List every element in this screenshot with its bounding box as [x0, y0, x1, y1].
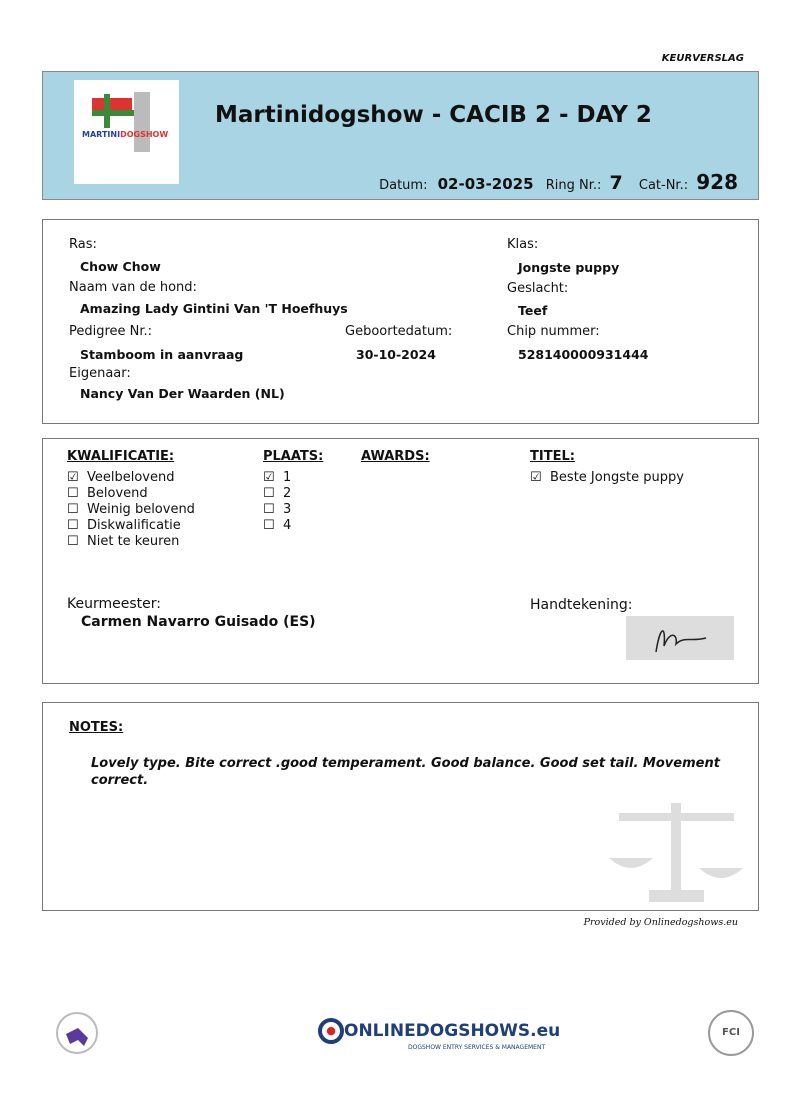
- datum-label: Datum:: [379, 178, 428, 193]
- chip-value: 528140000931444: [518, 347, 649, 362]
- plaats-label: 4: [283, 518, 292, 533]
- geslacht-label: Geslacht:: [507, 281, 569, 296]
- kwalificatie-label: Belovend: [87, 486, 148, 501]
- checkbox-icon[interactable]: ☐: [263, 502, 275, 517]
- kwalificatie-option[interactable]: [67, 470, 175, 485]
- onlinedogshows-logo: ● ONLINEDOGSHOWS.eu DOGSHOW ENTRY SERVICES & MANAGEMENT: [318, 1018, 560, 1051]
- kwalificatie-option[interactable]: [67, 534, 179, 549]
- chip-label: Chip nummer:: [507, 324, 600, 339]
- fci-logo: FCI: [708, 1010, 754, 1056]
- checkbox-icon[interactable]: ☐: [67, 486, 79, 501]
- plaats-option[interactable]: [263, 486, 291, 501]
- checked-checkbox-icon[interactable]: ☑: [263, 470, 275, 485]
- keurmeester-value: Carmen Navarro Guisado (ES): [81, 614, 316, 630]
- plaats-header: PLAATS:: [263, 449, 324, 464]
- cat-label: Cat-Nr.:: [638, 178, 689, 193]
- show-logo: [74, 80, 179, 184]
- provided-by: Provided by Onlinedogshows.eu: [583, 917, 738, 928]
- header-panel: [42, 71, 759, 200]
- meta-line: [379, 170, 738, 194]
- ras-value: Chow Chow: [80, 259, 161, 274]
- ring-label: Ring Nr.:: [545, 178, 602, 193]
- checkbox-icon[interactable]: ☐: [263, 486, 275, 501]
- doc-type: KEURVERSLAG: [661, 53, 744, 64]
- geboorte-label: Geboortedatum:: [345, 324, 453, 339]
- cat-value: 928: [696, 170, 738, 194]
- pedigree-value: Stamboom in aanvraag: [80, 347, 244, 362]
- kwalificatie-option[interactable]: [67, 486, 148, 501]
- datum-value: 02-03-2025: [437, 175, 534, 193]
- kwalificatie-label: Diskwalificatie: [87, 518, 181, 533]
- scales-icon: [609, 798, 744, 912]
- kwalificatie-option[interactable]: [67, 518, 181, 533]
- kwalificatie-option[interactable]: [67, 502, 195, 517]
- eigenaar-label: Eigenaar:: [69, 366, 131, 381]
- kwalificatie-header: KWALIFICATIE:: [67, 449, 175, 464]
- checked-checkbox-icon[interactable]: ☑: [67, 470, 79, 485]
- notes-header: NOTES:: [69, 720, 124, 735]
- signature-image: [626, 616, 734, 660]
- notes-text: Lovely type. Bite correct .good temperament. Good balance. Good set tail. Movement correct.: [91, 756, 720, 788]
- geboorte-value: 30-10-2024: [356, 347, 436, 362]
- plaats-option[interactable]: [263, 518, 291, 533]
- plaats-label: 2: [283, 486, 292, 501]
- logo-text: MARTINIDOGSHOW: [82, 130, 169, 139]
- geslacht-value: Teef: [518, 303, 548, 318]
- plaats-option[interactable]: [263, 470, 291, 485]
- ras-label: Ras:: [69, 237, 97, 252]
- klas-label: Klas:: [507, 237, 539, 252]
- eigenaar-value: Nancy Van Der Waarden (NL): [80, 386, 285, 401]
- keurmeester-label: Keurmeester:: [67, 596, 161, 612]
- dog-info-panel: [42, 219, 759, 424]
- cat-logo-icon: [56, 1012, 98, 1054]
- klas-value: Jongste puppy: [518, 260, 620, 275]
- titel-label: Beste Jongste puppy: [550, 470, 684, 485]
- checkbox-icon[interactable]: ☐: [67, 502, 79, 517]
- pedigree-label: Pedigree Nr.:: [69, 324, 153, 339]
- checkbox-icon[interactable]: ☐: [263, 518, 275, 533]
- titel-option[interactable]: [530, 470, 684, 485]
- plaats-option[interactable]: [263, 502, 291, 517]
- kwalificatie-label: Niet te keuren: [87, 534, 180, 549]
- notes-panel: [42, 702, 759, 911]
- awards-header: AWARDS:: [361, 449, 430, 464]
- checkbox-icon[interactable]: ☐: [67, 518, 79, 533]
- kwalificatie-label: Weinig belovend: [87, 502, 195, 517]
- naam-label: Naam van de hond:: [69, 280, 197, 295]
- checked-checkbox-icon[interactable]: ☑: [530, 470, 542, 485]
- kwalificatie-label: Veelbelovend: [87, 470, 175, 485]
- judging-panel: [42, 438, 759, 684]
- plaats-label: 3: [283, 502, 292, 517]
- plaats-label: 1: [283, 470, 292, 485]
- page-title: Martinidogshow - CACIB 2 - DAY 2: [215, 102, 652, 128]
- handtekening-label: Handtekening:: [530, 597, 633, 613]
- titel-header: TITEL:: [530, 449, 575, 464]
- checkbox-icon[interactable]: ☐: [67, 534, 79, 549]
- ring-value: 7: [609, 172, 623, 194]
- naam-value: Amazing Lady Gintini Van 'T Hoefhuys: [80, 301, 348, 316]
